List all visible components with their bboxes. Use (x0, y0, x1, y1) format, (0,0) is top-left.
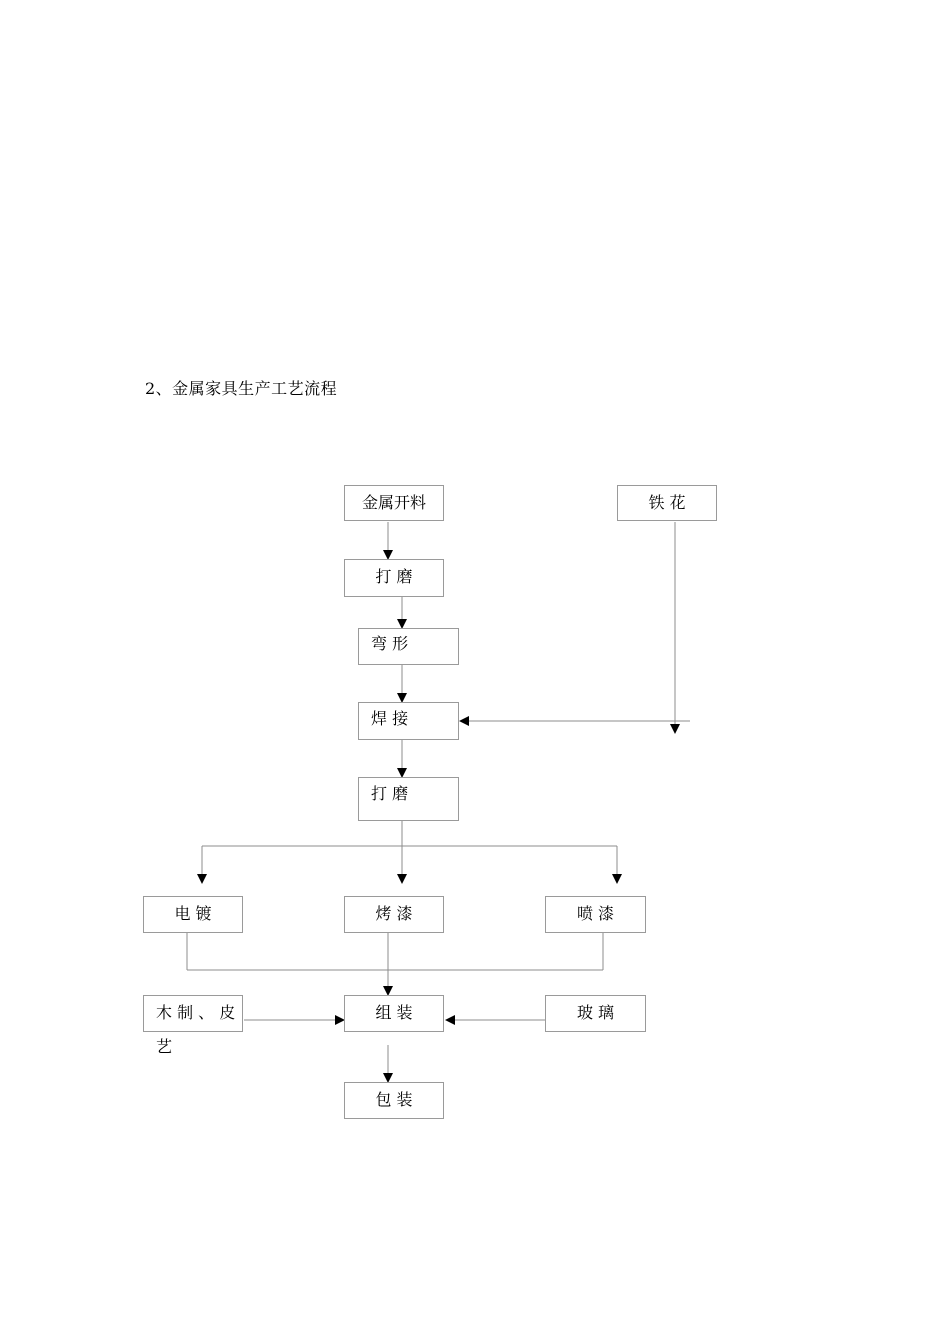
node-metal-cutting (344, 485, 444, 521)
node-label: 玻 璃 (576, 1003, 615, 1022)
node-label: 打 磨 (375, 567, 413, 586)
node-label: 弯 形 (371, 634, 409, 653)
node-spray-paint (545, 896, 646, 933)
node-label: 包 装 (375, 1090, 413, 1109)
node-label: 木 制 、 皮 艺 (156, 1003, 236, 1056)
node-label: 金属开料 (361, 493, 426, 512)
section-heading: 2、金属家具生产工艺流程 (145, 379, 338, 398)
node-glass (545, 995, 646, 1032)
node-baking-paint (344, 896, 444, 933)
node-label: 烤 漆 (375, 904, 413, 923)
node-label: 喷 漆 (576, 904, 615, 923)
node-grinding-1 (344, 559, 444, 597)
node-label: 铁 花 (648, 493, 686, 512)
node-assembly (344, 995, 444, 1032)
node-bending (358, 628, 459, 665)
node-iron-flower (617, 485, 717, 521)
node-label: 电 镀 (174, 904, 212, 923)
node-electroplating (143, 896, 243, 933)
node-wood-leather (143, 995, 243, 1056)
node-label: 打 磨 (371, 784, 409, 803)
node-label: 组 装 (375, 1003, 413, 1022)
node-grinding-2 (358, 777, 459, 821)
node-packaging (344, 1082, 444, 1119)
node-welding (358, 702, 459, 740)
node-label: 焊 接 (371, 709, 409, 728)
